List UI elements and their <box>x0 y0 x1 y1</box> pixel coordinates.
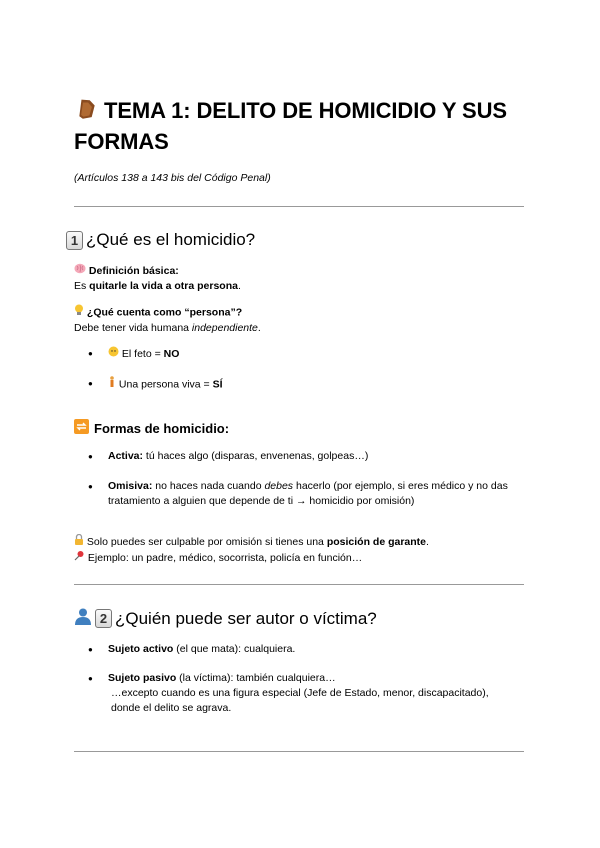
number-1-icon: 1 <box>66 231 83 250</box>
list-item: ● Omisiva: no haces nada cuando debes hacerlo (por ejemplo, si eres médico y no das tratamiento a alguien que depende de ti → homicidio por omisión) <box>88 479 518 509</box>
lightbulb-icon <box>74 304 84 321</box>
subjects-list <box>88 642 518 716</box>
forms-list <box>88 449 518 509</box>
list-item: ● Sujeto pasivo (la víctima): también cualquiera… …excepto cuando es una figura especial (Jefe de Estado, menor, discapacitado), donde el delito se agrava. <box>88 671 518 716</box>
person-block: ¿Qué cuenta como “persona”? Debe tener vida humana independiente. <box>74 304 261 336</box>
pushpin-icon <box>74 550 85 566</box>
section1-heading: 1 ¿Qué es el homicidio? <box>66 230 255 250</box>
bust-icon <box>74 607 92 630</box>
brain-icon <box>74 263 86 279</box>
divider <box>74 206 524 207</box>
divider <box>74 751 524 752</box>
repeat-icon <box>74 419 89 437</box>
definition-block: Definición básica: Es quitarle la vida a otra persona. <box>74 264 241 292</box>
page-title: TEMA 1: DELITO DE HOMICIDIO Y SUS FORMAS <box>74 98 507 155</box>
divider <box>74 584 524 585</box>
person-examples-list <box>88 346 518 393</box>
continuation-text: …excepto cuando es una figura especial (Jefe de Estado, menor, discapacitado), donde el delito se agrava. <box>111 687 489 714</box>
page-subtitle: (Artículos 138 a 143 bis del Código Penal) <box>74 172 271 184</box>
notes-block: Solo puedes ser culpable por omisión si tienes una posición de garante. Ejemplo: un padre, médico, socorrista, policía en función… <box>74 534 534 566</box>
section2-heading: 2 ¿Quién puede ser autor o víctima? <box>74 607 377 630</box>
list-item: ● Sujeto activo (el que mata): cualquiera. <box>88 642 518 657</box>
list-item: ● Una persona viva = SÍ <box>88 376 518 393</box>
coffin-icon <box>74 97 98 127</box>
forms-heading: Formas de homicidio: <box>74 419 229 437</box>
person-icon <box>108 376 116 393</box>
lock-icon <box>74 534 84 550</box>
number-2-icon: 2 <box>95 609 112 628</box>
baby-icon <box>108 346 119 362</box>
list-item: ● El feto = NO <box>88 346 518 362</box>
list-item: ● Activa: tú haces algo (disparas, envenenas, golpeas…) <box>88 449 518 464</box>
